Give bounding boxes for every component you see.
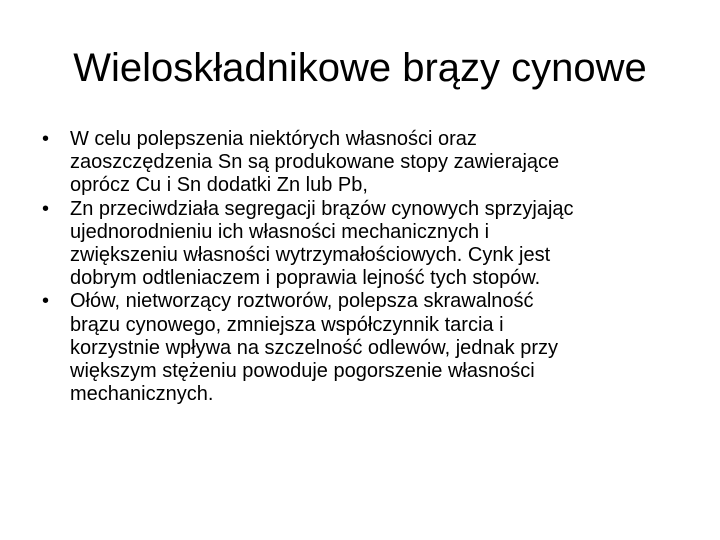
bullet-text-line: brązu cynowego, zmniejsza współczynnik tarcia i	[70, 313, 504, 336]
bullet-text-line: Zn przeciwdziała segregacji brązów cynowych sprzyjając	[70, 197, 574, 220]
bullet-text-line: zaoszczędzenia Sn są produkowane stopy zawierające	[70, 151, 560, 174]
bullet-text-line: większym stężeniu powoduje pogorszenie własności	[70, 360, 535, 383]
bullet-list	[36, 128, 696, 406]
bullet-item	[36, 290, 696, 406]
bullet-text-line: korzystnie wpływa na szczelność odlewów, jednak przy	[70, 336, 558, 359]
slide-title: Wieloskładnikowe brązy cynowe	[73, 46, 647, 90]
bullet-text-line: zwiększeniu własności wytrzymałościowych. Cynk jest	[70, 244, 551, 267]
bullet-text-line: ujednorodnieniu ich własności mechanicznych i	[70, 220, 490, 243]
bullet-text-line: oprócz Cu i Sn dodatki Zn lub Pb,	[70, 174, 368, 197]
bullet-text-line: W celu polepszenia niektórych własności oraz	[70, 128, 477, 150]
bullet-item	[36, 128, 696, 198]
bullet-marker: •	[42, 128, 50, 150]
bullet-marker: •	[42, 197, 50, 220]
bullet-item	[36, 198, 696, 291]
bullet-text-line: dobrym odtleniaczem i poprawia lejność tych stopów.	[70, 267, 541, 290]
bullet-text-line: mechanicznych.	[70, 383, 214, 406]
bullet-marker: •	[42, 290, 50, 313]
bullet-text-line: Ołów, nietworzący roztworów, polepsza skrawalność	[70, 290, 534, 313]
